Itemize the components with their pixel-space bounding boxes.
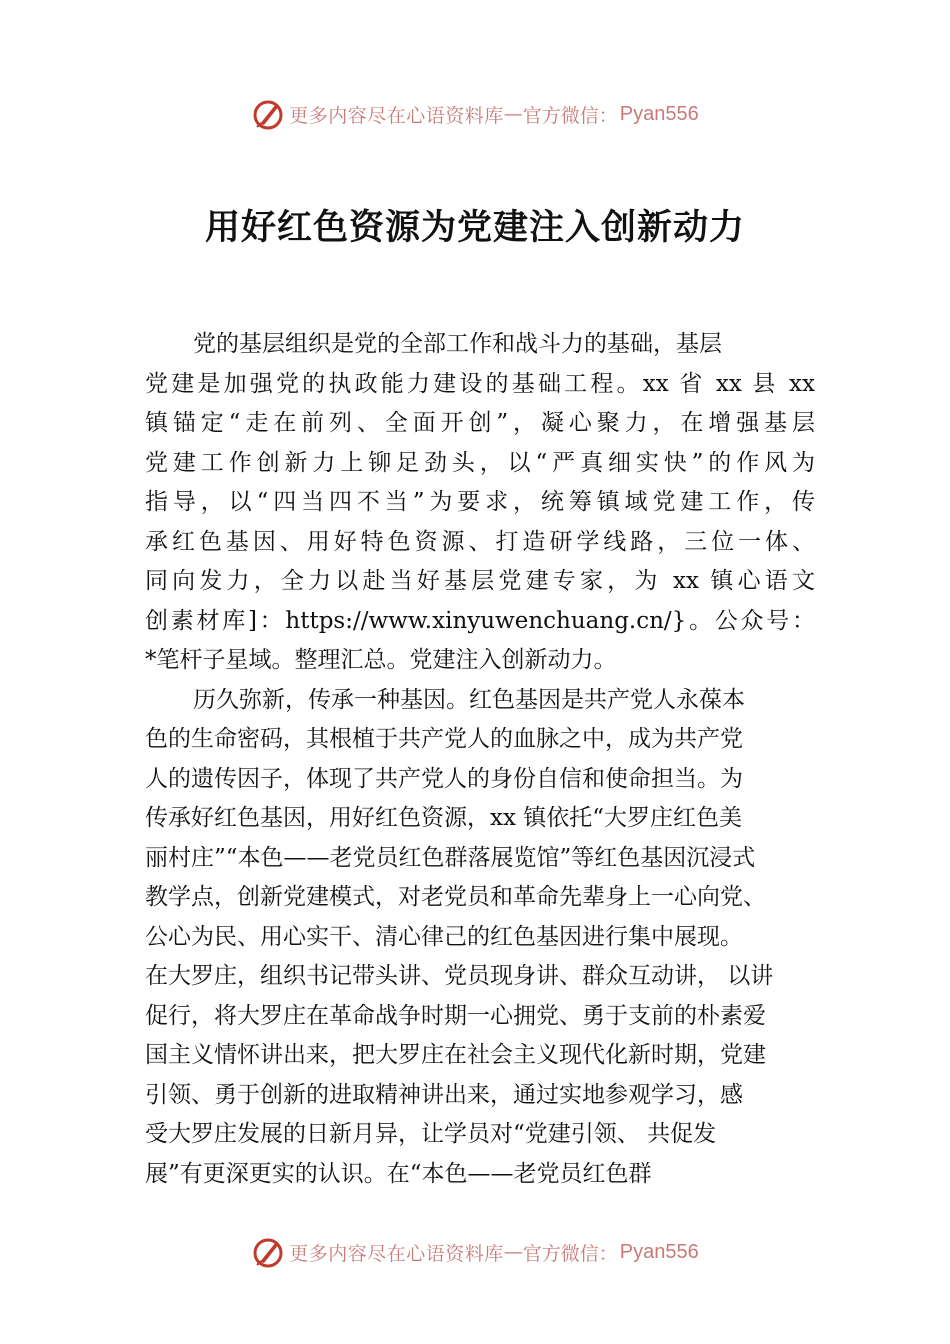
text-line: 受大罗庄发展的日新月异，让学员对“党建引领、 共促发 [145,1121,717,1147]
document-title: 用好红色资源为党建注入创新动力 [204,207,745,248]
text-line: 历久弥新，传承一种基因。红色基因是共产党人永葆本 [193,686,745,713]
watermark-separator: — [503,103,523,125]
text-line: 国主义情怀讲出来，把大罗庄在社会主义现代化新时期，党建 [145,1042,766,1068]
text-line: 人的遗传因子，体现了共产党人的身份自信和使命担当。为 [145,765,743,792]
text-line: 党建是加强党的执政能力建设的基础工程。xx 省 xx 县 xx [145,370,815,397]
watermark-text: 更多内容尽在心语资料库 [289,104,504,127]
text-line: 促行，将大罗庄在革命战争时期一心拥党、勇于支前的朴素爱 [145,1002,766,1029]
text-line: 传承好红色基因，用好红色资源，xx 镇依托“大罗庄红色美 [145,805,743,831]
text-line: 承红色基因、用好特色资源、打造研学线路，三位一体、 [145,528,815,555]
text-line: 在大罗庄，组织书记带头讲、党员现身讲、群众互动讲， 以讲 [145,963,774,989]
watermark-wechat-id: Pyan556 [619,1240,699,1263]
text-line: 指导，以“四当四不当”为要求，统筹镇域党建工作，传 [145,489,815,515]
document-body [145,325,815,1194]
watermark-text: 更多内容尽在心语资料库 [289,1242,504,1265]
text-line: 党建工作创新力上铆足劲头，以“严真细实快”的作风为 [145,449,815,476]
text-line: 色的生命密码，其根植于共产党人的血脉之中，成为共产党 [145,726,743,752]
header-watermark [0,94,950,134]
paragraph-1 [145,325,815,681]
text-line: 镇锚定“走在前列、全面开创”，凝心聚力，在增强基层 [145,410,815,436]
text-line: 同向发力，全力以赴当好基层党建专家，为 xx 镇心语文 [145,568,815,594]
watermark-wechat-id: Pyan556 [619,102,699,125]
text-line: 展”有更深更实的认识。在“本色——老党员红色群 [145,1160,652,1187]
text-line: 教学点，创新党建模式，对老党员和革命先辈身上一心向党、 [145,884,766,910]
text-line: 丽村庄”“本色——老党员红色群落展览馆”等红色基因沉浸式 [145,844,756,871]
watermark-contact-label: 官方微信： [522,1242,618,1265]
quill-logo-icon [251,1235,285,1269]
text-line: 党的基层组织是党的全部工作和战斗力的基础，基层 [193,331,722,357]
quill-logo-icon [251,97,285,131]
text-line: *笔杆子星域。整理汇总。党建注入创新动力。 [145,647,617,673]
text-line: 引领、勇于创新的进取精神讲出来，通过实地参观学习，感 [145,1081,743,1108]
footer-watermark [0,1232,950,1272]
watermark-contact-label: 官方微信： [522,104,618,127]
text-line: 创素材库]：https://www.xinyuwenchuang.cn/}。公众号： [145,607,815,634]
paragraph-2 [145,681,815,1195]
text-line: 公心为民、用心实干、清心律己的红色基因进行集中展现。 [145,923,743,950]
watermark-separator: — [503,1241,523,1263]
